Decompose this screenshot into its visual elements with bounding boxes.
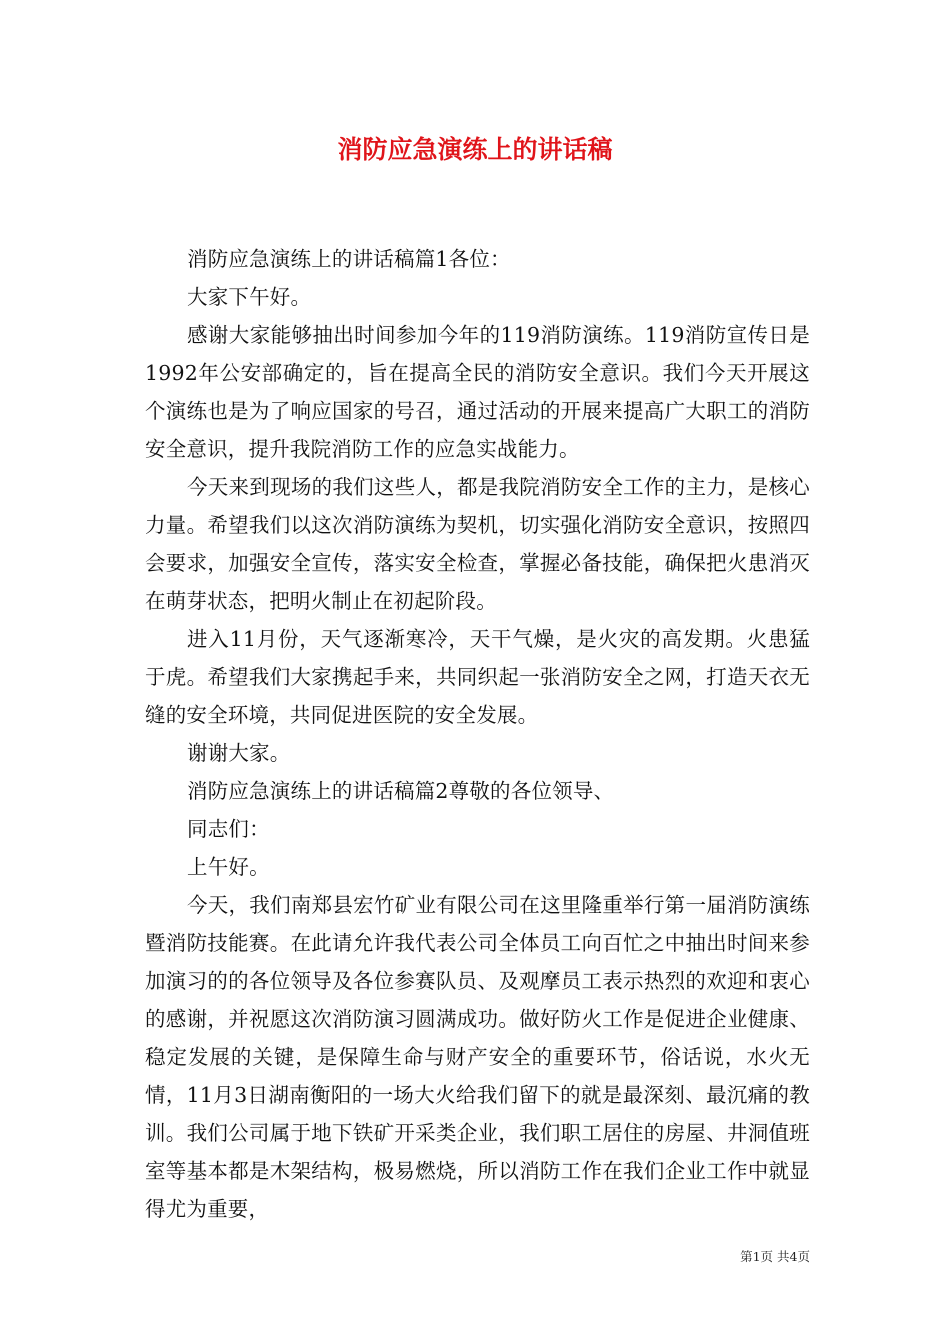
paragraph-greeting: 大家下午好。 (187, 285, 312, 309)
paragraph-core-force: 今天来到现场的我们这些人，都是我院消防安全工作的主力，是核心力量。希望我们以这次消防演练为契机，切实强化消防安全意识，按照四会要求，加强安全宣传，落实安全检查，掌握必备技能，确保把火患消灭在萌芽状态，把明火制止在初起阶段。 (145, 475, 810, 613)
paragraph-thanks: 谢谢大家。 (187, 741, 291, 765)
paragraph-speech1-heading: 消防应急演练上的讲话稿篇1各位： (187, 247, 511, 271)
paragraph-119-drill: 感谢大家能够抽出时间参加今年的119消防演练。119消防宣传日是1992年公安部确定的，旨在提高全民的消防安全意识。我们今天开展这个演练也是为了响应国家的号召，通过活动的开展来提高广大职工的消防安全意识，提升我院消防工作的应急实战能力。 (145, 323, 810, 461)
page-number: 第1页 共4页 (740, 1249, 810, 1264)
paragraph-comrades: 同志们： (187, 817, 270, 841)
paragraph-speech2-heading: 消防应急演练上的讲话稿篇2尊敬的各位领导、 (187, 779, 615, 803)
paragraph-november: 进入11月份，天气逐渐寒冷，天干气燥，是火灾的高发期。火患猛于虎。希望我们大家携起手来，共同织起一张消防安全之网，打造天衣无缝的安全环境，共同促进医院的安全发展。 (145, 627, 810, 727)
paragraph-morning: 上午好。 (187, 855, 270, 879)
document-body (145, 240, 810, 1228)
paragraph-company-drill: 今天，我们南郑县宏竹矿业有限公司在这里隆重举行第一届消防演练暨消防技能赛。在此请允许我代表公司全体员工向百忙之中抽出时间来参加演习的的各位领导及各位参赛队员、及观摩员工表示热烈的欢迎和衷心的感谢，并祝愿这次消防演习圆满成功。做好防火工作是促进企业健康、稳定发展的关键，是保障生命与财产安全的重要环节，俗话说，水火无情，11月3日湖南衡阳的一场大火给我们留下的就是最深刻、最沉痛的教训。我们公司属于地下铁矿开采类企业，我们职工居住的房屋、井洞值班室等基本都是木架结构，极易燃烧，所以消防工作在我们企业工作中就显得尤为重要， (145, 893, 810, 1221)
document-title: 消防应急演练上的讲话稿 (337, 135, 613, 164)
